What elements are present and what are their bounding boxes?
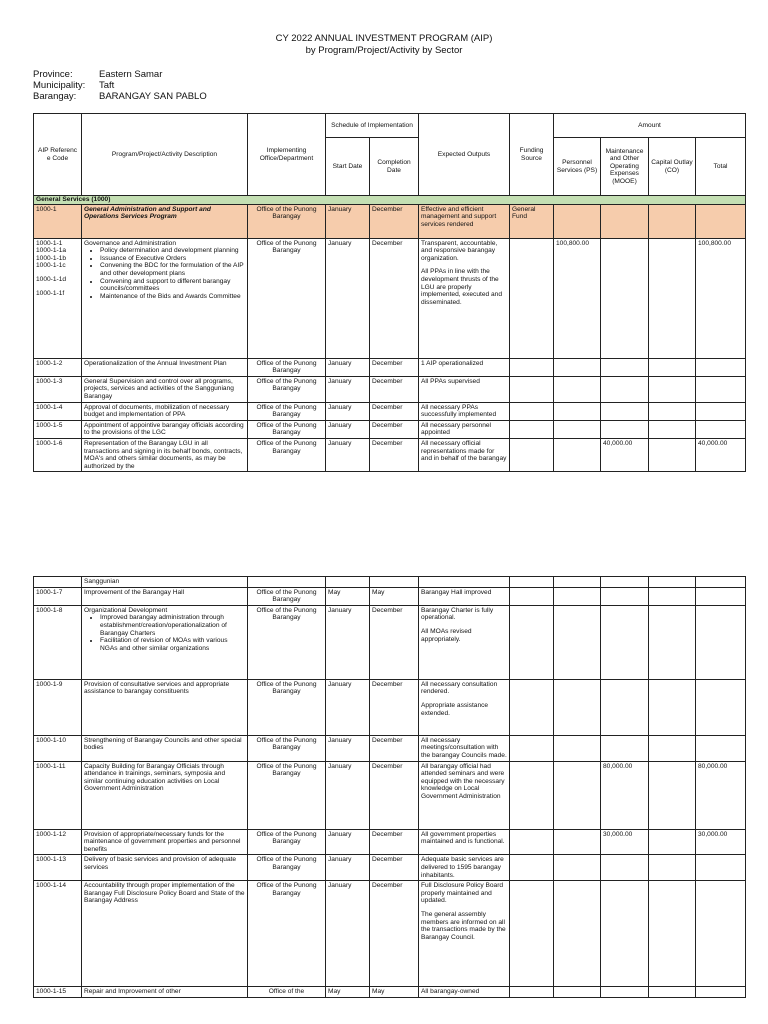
- row-outputs: All necessary personnel appointed: [419, 420, 510, 438]
- row-code: 1000-1-7: [34, 587, 82, 605]
- row-code: 1000-1-9: [34, 679, 82, 735]
- row-end: December: [370, 420, 419, 438]
- row-office: Office of the Punong Barangay: [248, 438, 326, 471]
- table-row: [34, 420, 746, 438]
- row-mooe: 30,000.00: [601, 829, 649, 855]
- table-row: [34, 679, 746, 735]
- row-office: Office of the Punong Barangay: [248, 420, 326, 438]
- table-row: [34, 438, 746, 471]
- col-mooe-header: Maintenance and Other Operating Expenses (MOOE): [601, 138, 649, 196]
- row-desc: Strengthening of Barangay Councils and other special bodies: [82, 735, 248, 761]
- col-desc-header: Program/Project/Activity Description: [82, 114, 248, 196]
- row-start: January: [326, 376, 370, 402]
- row-total: 80,000.00: [696, 761, 746, 829]
- row-code: 1000-1-3: [34, 376, 82, 402]
- row-end: December: [370, 881, 419, 987]
- row-desc: Improvement of the Barangay Hall: [82, 587, 248, 605]
- row-total: 100,800.00: [696, 238, 746, 358]
- table-row: [34, 587, 746, 605]
- header-row-1: [34, 114, 746, 138]
- row-code: 1000-1-15: [34, 987, 82, 998]
- table-row: [34, 238, 746, 358]
- program-outputs: Effective and efficient management and support services rendered: [419, 204, 510, 238]
- row-code: 1000-1-8: [34, 605, 82, 679]
- row-start: May: [326, 987, 370, 998]
- row-start: January: [326, 402, 370, 420]
- row-outputs: All government properties maintained and is functional.: [419, 829, 510, 855]
- row-outputs: 1 AIP operationalized: [419, 358, 510, 376]
- row-end: December: [370, 855, 419, 881]
- row-office: Office of the Punong Barangay: [248, 238, 326, 358]
- col-outputs-header: Expected Outputs: [419, 114, 510, 196]
- row-ps: 100,800.00: [554, 238, 601, 358]
- table-row: [34, 735, 746, 761]
- col-office-header: Implementing Office/Department: [248, 114, 326, 196]
- row-start: January: [326, 605, 370, 679]
- row-end: December: [370, 605, 419, 679]
- row-code: 1000-1-5: [34, 420, 82, 438]
- row-desc: Provision of appropriate/necessary funds for the maintenance of government properties and personnel benefits: [82, 829, 248, 855]
- row-office: Office of the Punong Barangay: [248, 855, 326, 881]
- row-end: December: [370, 829, 419, 855]
- row-desc: Appointment of appointive barangay officials according to the provisions of the LGC: [82, 420, 248, 438]
- province-value: Eastern Samar: [99, 69, 163, 80]
- row-desc: Governance and Administration • Policy determination and development planning • Issuance of Executive Orders • Convening the BDC for the formulation of the AIP and other development plans • Convening and support to different barangay councils/committees • Maintenance of the Bids and Awards Committee: [82, 238, 248, 358]
- municipality-label: Municipality:: [33, 80, 86, 91]
- row-start: January: [326, 679, 370, 735]
- row-office: Office of the Punong Barangay: [248, 605, 326, 679]
- col-total-header: Total: [696, 138, 746, 196]
- row-end: December: [370, 402, 419, 420]
- row-outputs: All barangay official had attended seminars and were equipped with the necessary knowledge on Local Government Administration: [419, 761, 510, 829]
- table-row: [34, 829, 746, 855]
- row-outputs: Full Disclosure Policy Board properly maintained and updated. The general assembly members are informed on all the transactions made by the Barangay Council.: [419, 881, 510, 987]
- row-code: 1000-1-1 1000-1-1a 1000-1-1b 1000-1-1c 1000-1-1d 1000-1-1f: [34, 238, 82, 358]
- row-start: January: [326, 735, 370, 761]
- row-end: December: [370, 761, 419, 829]
- bullet-list: • Policy determination and development planning • Issuance of Executive Orders • Convening the BDC for the formulation of the AIP and other development plans • Convening and support to different barangay councils/committees • Maintenance of the Bids and Awards Committee: [84, 247, 245, 300]
- program-desc: General Administration and Support and Operations Services Program: [82, 204, 248, 238]
- row-mooe: 80,000.00: [601, 761, 649, 829]
- row-desc: Representation of the Barangay LGU in all transactions and signing in its behalf bonds, contracts, MOA's and others similar documents, as may be authorized by the: [82, 438, 248, 471]
- location-block: [33, 69, 207, 102]
- row-start: January: [326, 829, 370, 855]
- row-desc: Repair and Improvement of other: [82, 987, 248, 998]
- row-end: December: [370, 438, 419, 471]
- row-outputs: All necessary consultation rendered. Appropriate assistance extended.: [419, 679, 510, 735]
- program-code: 1000-1: [34, 204, 82, 238]
- table-row: [34, 358, 746, 376]
- program-end: December: [370, 204, 419, 238]
- row-office: Office of the Punong Barangay: [248, 829, 326, 855]
- row-end: May: [370, 987, 419, 998]
- program-office: Office of the Punong Barangay: [248, 204, 326, 238]
- row-code: 1000-1-4: [34, 402, 82, 420]
- sector-label: General Services (1000): [34, 196, 746, 205]
- table-row: [34, 881, 746, 987]
- row-end: December: [370, 679, 419, 735]
- row-mooe: 40,000.00: [601, 438, 649, 471]
- report-title-block: [0, 33, 768, 57]
- row-desc: General Supervision and control over all programs, projects, services and activities of the Sangguniang Barangay: [82, 376, 248, 402]
- row-code: 1000-1-12: [34, 829, 82, 855]
- row-code: 1000-1-13: [34, 855, 82, 881]
- row-office: Office of the Punong Barangay: [248, 881, 326, 987]
- row-outputs: All PPAs supervised: [419, 376, 510, 402]
- col-amount-header: Amount: [554, 114, 746, 138]
- row-start: May: [326, 587, 370, 605]
- report-title: CY 2022 ANNUAL INVESTMENT PROGRAM (AIP): [275, 33, 493, 44]
- row-outputs: All necessary PPAs successfully implemented: [419, 402, 510, 420]
- row-start: January: [326, 358, 370, 376]
- row-office: Office of the Punong Barangay: [248, 587, 326, 605]
- row-start: January: [326, 438, 370, 471]
- row-office: Office of the: [248, 987, 326, 998]
- table-row: [34, 761, 746, 829]
- row-office: Office of the Punong Barangay: [248, 402, 326, 420]
- col-fund-header: Funding Source: [510, 114, 554, 196]
- row-total: 30,000.00: [696, 829, 746, 855]
- row-outputs: Barangay Charter is fully operational. All MOAs revised appropriately.: [419, 605, 510, 679]
- aip-table-page-2: [33, 576, 746, 998]
- row-outputs: Barangay Hall improved: [419, 587, 510, 605]
- col-ps-header: Personnel Services (PS): [554, 138, 601, 196]
- row-office: Office of the Punong Barangay: [248, 358, 326, 376]
- row-code: 1000-1-10: [34, 735, 82, 761]
- row-outputs: All necessary meetings/consultation with the barangay Councils made.: [419, 735, 510, 761]
- col-schedule-header: Schedule of Implementation: [326, 114, 419, 138]
- program-start: January: [326, 204, 370, 238]
- barangay-label: Barangay:: [33, 91, 77, 102]
- row-start: January: [326, 855, 370, 881]
- province-label: Province:: [33, 69, 73, 80]
- row-start: January: [326, 761, 370, 829]
- row-desc: Delivery of basic services and provision of adequate services: [82, 855, 248, 881]
- aip-table-page-1: [33, 113, 746, 472]
- row-office: Office of the Punong Barangay: [248, 376, 326, 402]
- row-code: 1000-1-6: [34, 438, 82, 471]
- row-end: December: [370, 735, 419, 761]
- row-office: Office of the Punong Barangay: [248, 735, 326, 761]
- row-outputs: All necessary official representations made for and in behalf of the barangay: [419, 438, 510, 471]
- row-end: December: [370, 238, 419, 358]
- row-desc: Operationalization of the Annual Investment Plan: [82, 358, 248, 376]
- barangay-value: BARANGAY SAN PABLO: [99, 91, 207, 102]
- table-row: [34, 577, 746, 588]
- row-outputs: Transparent, accountable, and responsive barangay organization. All PPAs in line with the development thrusts of the LGU are properly implemented, executed and disseminated.: [419, 238, 510, 358]
- table-row: [34, 605, 746, 679]
- col-code-header: AIP Referenc e Code: [34, 114, 82, 196]
- col-end-header: Completion Date: [370, 138, 419, 196]
- row-code: 1000-1-14: [34, 881, 82, 987]
- row-desc: Approval of documents, mobilization of necessary budget and implementation of PPA: [82, 402, 248, 420]
- municipality-value: Taft: [99, 80, 115, 91]
- row-start: January: [326, 238, 370, 358]
- row-outputs: All barangay-owned: [419, 987, 510, 998]
- row-outputs: Adequate basic services are delivered to 1595 barangay inhabitants.: [419, 855, 510, 881]
- row-office: Office of the Punong Barangay: [248, 761, 326, 829]
- table-row: [34, 376, 746, 402]
- row-end: May: [370, 587, 419, 605]
- col-start-header: Start Date: [326, 138, 370, 196]
- table-row: [34, 402, 746, 420]
- row-end: December: [370, 358, 419, 376]
- col-co-header: Capital Outlay (CO): [649, 138, 696, 196]
- table-row: [34, 987, 746, 998]
- row-desc: Provision of consultative services and appropriate assistance to barangay constituents: [82, 679, 248, 735]
- row-desc: Capacity Building for Barangay Officials through attendance in trainings, seminars, symposia and similar continuing education activities on Local Government Administration: [82, 761, 248, 829]
- table-row: [34, 855, 746, 881]
- row-code: 1000-1-11: [34, 761, 82, 829]
- row-desc-continued: Sanggunian: [82, 577, 248, 588]
- row-total: 40,000.00: [696, 438, 746, 471]
- row-start: January: [326, 420, 370, 438]
- bullet-list: • Improved barangay administration through establishment/creation/operationalization of Barangay Charters • Facilitation of revision of MOAs with various NGAs and other similar organizations: [84, 614, 245, 652]
- row-end: December: [370, 376, 419, 402]
- report-subtitle: by Program/Project/Activity by Sector: [305, 45, 463, 56]
- row-desc: Accountability through proper implementation of the Barangay Full Disclosure Policy Board and State of the Barangay Address: [82, 881, 248, 987]
- row-start: January: [326, 881, 370, 987]
- row-office: Office of the Punong Barangay: [248, 679, 326, 735]
- program-fund: General Fund: [510, 204, 554, 238]
- row-code: 1000-1-2: [34, 358, 82, 376]
- sector-row: [34, 196, 746, 205]
- program-row: [34, 204, 746, 238]
- row-desc: Organizational Development • Improved barangay administration through establishment/creation/operationalization of Barangay Charters • Facilitation of revision of MOAs with various NGAs and other similar organizations: [82, 605, 248, 679]
